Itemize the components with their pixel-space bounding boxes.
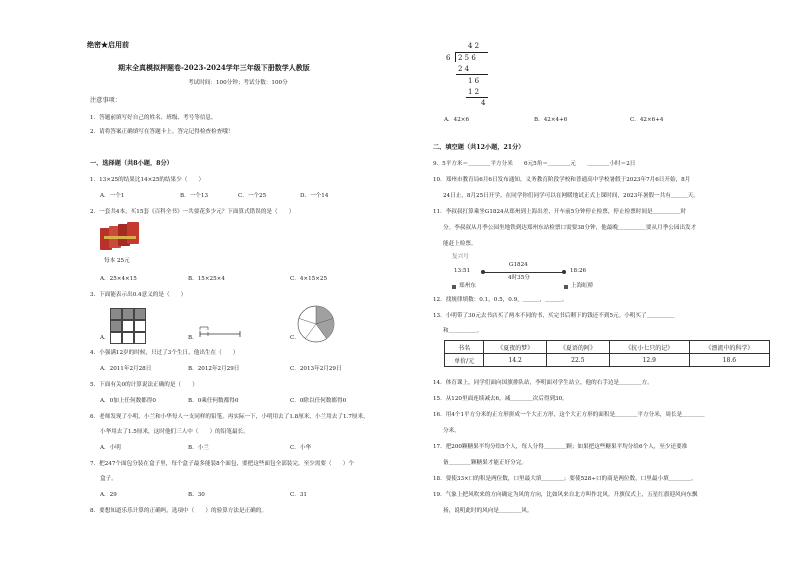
- question-6-line-2: 小华用去了1.5厘米，这时他们三人中（ ）的铅笔最长。: [100, 429, 249, 435]
- q3-option-a[interactable]: A．: [100, 335, 110, 341]
- q4-option-a[interactable]: A．2011年2月28日: [100, 366, 152, 372]
- q4-option-b[interactable]: B．2012年2月29日: [188, 366, 240, 372]
- q5-option-a[interactable]: A．0加上任何数都得0: [100, 398, 156, 404]
- q3-option-c[interactable]: C．: [290, 335, 300, 341]
- division-divisor: 6: [446, 54, 451, 62]
- table-cell: 18.6: [689, 354, 769, 367]
- table-cell: 22.5: [547, 354, 610, 367]
- question-16-line-2: 分米。: [443, 428, 460, 434]
- q2-option-c[interactable]: C．4×15×25: [290, 276, 328, 282]
- q6-option-b[interactable]: B．小兰: [188, 445, 209, 451]
- question-11-line-1: 11．李叔叔打算乘坐G1824从郑州到上海出差，开车前5分钟停止检票，停止检票时间是＿＿＿＿＿时: [433, 209, 687, 215]
- section-1-title: 一、选择题（共8小题，8分）: [90, 160, 173, 167]
- q2-price-caption: 每本 25元: [104, 258, 130, 264]
- q2-option-b[interactable]: B．15×25×4: [188, 276, 225, 282]
- table-cell: 书名: [445, 341, 484, 354]
- q2-option-a[interactable]: A．25×4×15: [100, 276, 137, 282]
- question-8: 8．要想知道乐乐计算的正确吗，选项中（ ）的验算方法是正确的。: [90, 508, 267, 514]
- division-step-2: 1 6: [468, 77, 480, 85]
- q6-option-c[interactable]: C．小华: [290, 445, 312, 451]
- q6-option-a[interactable]: A．小明: [100, 445, 121, 451]
- question-4: 4．小强满12岁的时候，只过了3个生日，他出生在（ ）: [90, 350, 239, 356]
- question-19-line-1: 19．气象上把风吹来的方向确定为风的方向，比如风来自北方叫作北风。升旗仪式上，五星红旗迎风向东飘: [433, 492, 698, 498]
- q7-option-c[interactable]: C．31: [290, 492, 307, 498]
- q1-option-d[interactable]: D．一个14: [300, 193, 329, 199]
- table-cell: 《抗小七只的记》: [609, 341, 689, 354]
- q3-option-b[interactable]: B．: [188, 335, 198, 341]
- question-7-line-1: 7．把247个面包分装在盒子里，每个盒子最多能装8个面包，要把这些面包全部装完，至少需要（ ）个: [90, 461, 354, 467]
- q8-option-c[interactable]: C．42×6+4: [630, 117, 664, 123]
- q7-option-b[interactable]: B．30: [188, 492, 205, 498]
- q4-option-c[interactable]: C．2013年2月29日: [290, 366, 342, 372]
- notice-item-2: 2．请将答案正确填写在答题卡上。答完记得检查检查哦！: [90, 129, 234, 135]
- q5-option-b[interactable]: B．0乘任何数都得0: [188, 398, 239, 404]
- notice-item-1: 1．答题前填写好自己的姓名、班级、考号等信息。: [90, 115, 217, 121]
- departure-station: 郑州东: [459, 283, 476, 289]
- question-13-line-1: 13．小明带了30元去书店买了两本不同的书，买完书后剩下的钱还不到5元。小明买了＿＿＿＿＿: [433, 313, 675, 319]
- long-division-figure: [444, 42, 494, 112]
- question-12: 12．找规律填数：0.1，0.5，0.9，＿＿＿，＿＿＿。: [433, 297, 568, 303]
- question-10-line-2: 24日止，8月25日开学。在同学你们同学可以在网暖地试正式上课时间，2023年暑假一共有＿＿＿天。: [443, 193, 699, 199]
- page-title: 期末全真模拟押题卷-2023-2024学年三年级下册数学人教版: [118, 63, 310, 72]
- secret-label: 绝密★启用前: [87, 40, 129, 49]
- question-15: 15．从120里面连续减去6，减＿＿＿＿次后得到30。: [433, 396, 568, 402]
- question-18: 18．要使33×口的积是两位数，口里最大填＿＿＿＿；要使528÷口的商是两位数，口里最小填＿＿＿＿。: [433, 476, 697, 482]
- departure-time: 13:51: [454, 268, 471, 274]
- encyclopedia-books-image: [100, 222, 142, 256]
- book-price-table: [444, 340, 770, 367]
- train-ticket-figure: [452, 254, 622, 296]
- question-3: 3．下面能表示出0.4意义的是（ ）: [90, 292, 187, 298]
- table-row: [445, 354, 770, 367]
- q8-option-a[interactable]: A．42×6: [444, 117, 469, 123]
- question-6-line-1: 6．老师发现了小明，小兰和小华每人一支同样的铅笔。再实际一下，小明用去了1.8厘米，小兰用去了1.7厘米，: [90, 414, 369, 420]
- q1-option-c[interactable]: C．一个25: [238, 193, 267, 199]
- q5-option-c[interactable]: C．0除以任何数都得0: [290, 398, 347, 404]
- table-cell: 单价/元: [445, 354, 484, 367]
- question-13-line-2: 和＿＿＿＿＿。: [443, 328, 483, 334]
- division-remainder: 4: [481, 99, 486, 107]
- table-cell: 《夏语的阿》: [547, 341, 610, 354]
- question-1: 1．13×25的结果比14×25的结果少（ ）: [90, 177, 205, 183]
- question-14: 14．体育课上，同学们面向国旗排队站，李明面对学生站立，他的右手边是＿＿＿＿方。: [433, 380, 653, 386]
- table-header-row: [445, 341, 770, 354]
- q7-option-a[interactable]: A．29: [100, 492, 117, 498]
- question-11-line-2: 分。李叔叔从月季公园坐地铁到达郑州东站检票口需要38分钟，他最晚＿＿＿＿＿要从月季公园出发才: [443, 225, 697, 231]
- q3-pie-figure: [296, 304, 336, 344]
- table-cell: 《夏夜的梦》: [484, 341, 547, 354]
- arrival-time: 18:26: [570, 268, 587, 274]
- division-step-3: 1 2: [468, 88, 480, 96]
- arrival-station: 上海虹桥: [571, 283, 594, 289]
- question-9: 9．5平方米＝＿＿＿＿平方分米 6元5角＝＿＿＿＿元 ＿＿＿＿小时＝2日: [433, 161, 636, 167]
- question-5: 5．下面有关0的计算说法正确的是（ ）: [90, 382, 198, 388]
- question-16-line-1: 16．用4个1平方分米的正方形拼成一个大正方形，这个大正方形的面积是＿＿＿＿平方分米，周长是＿＿＿＿: [433, 412, 705, 418]
- train-badge: 复兴号: [452, 254, 469, 260]
- division-quotient: 4 2: [468, 42, 480, 50]
- q1-option-a[interactable]: A．一个1: [100, 193, 125, 199]
- q3-line-segment-figure: [198, 322, 242, 338]
- question-17-line-2: 备＿＿＿＿颗糖果才能正好分完。: [443, 460, 527, 466]
- question-10-line-1: 10．郑州市教育局6月6日发布通知，义务教育阶段学校和普通高中学校暑假于2023年7月6日开始，8月: [433, 177, 691, 183]
- q8-option-b[interactable]: B．42×4+6: [534, 117, 568, 123]
- question-7-line-2: 盒子。: [100, 476, 117, 482]
- table-cell: 《漂流中的科学》: [689, 341, 769, 354]
- question-2: 2．一套共4本，买15套《百科全书》一共要花多少元？下面算式错误的是（ ）: [90, 209, 295, 215]
- question-17-line-1: 17．把200颗糖果平均分给5个人，每人分得＿＿＿＿颗；如果把这些糖果平均分给6个人，至少还要准: [433, 444, 688, 450]
- question-11-line-3: 能赶上检票。: [443, 241, 477, 247]
- notice-title: 注意事项：: [90, 97, 121, 104]
- question-19-line-2: 扬，说明此时的风向是＿＿＿＿风。: [443, 508, 533, 514]
- table-cell: 14.2: [484, 354, 547, 367]
- q3-grid-figure: [110, 308, 148, 346]
- division-dividend: 2 5 6: [458, 54, 476, 62]
- exam-info: 考试时间：100分钟；考试分数：100分: [188, 80, 288, 86]
- section-2-title: 二、填空题（共12小题，21分）: [433, 144, 525, 151]
- trip-duration: 4时35分: [508, 275, 530, 281]
- table-cell: 12.9: [609, 354, 689, 367]
- train-number: G1824: [509, 262, 528, 268]
- division-step-1: 2 4: [458, 65, 470, 73]
- q1-option-b[interactable]: B．一个13: [180, 193, 209, 199]
